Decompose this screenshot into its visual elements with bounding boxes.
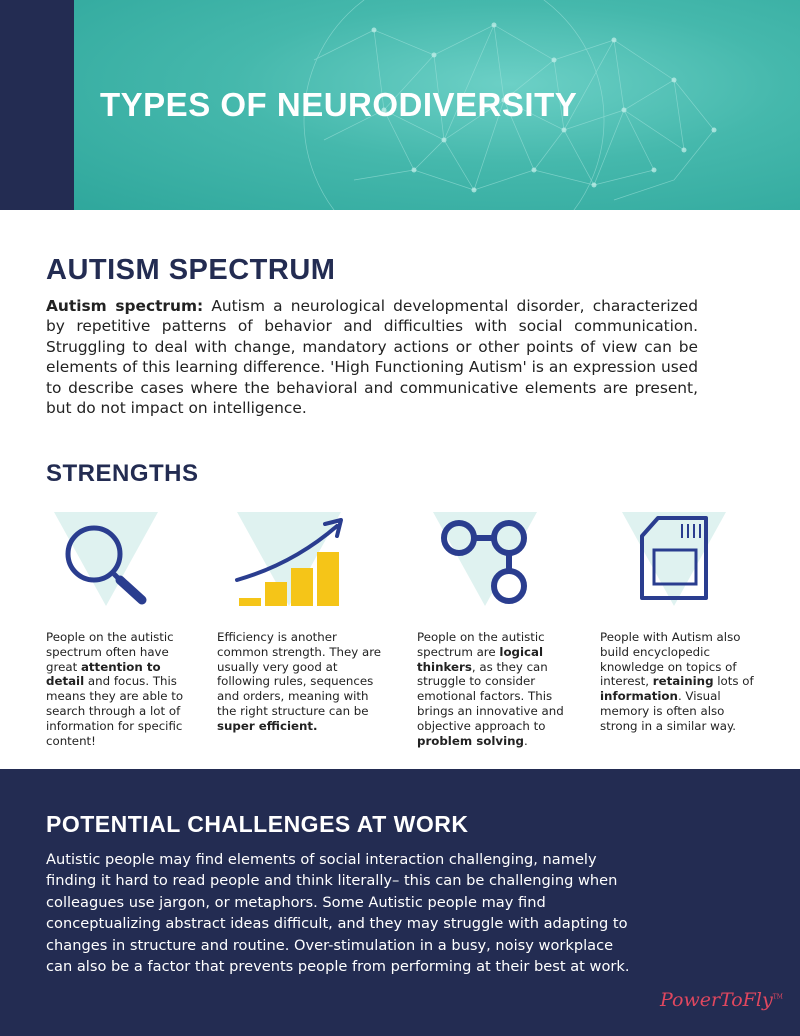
strength-text: People on the autistic spectrum often have great attention to detail and focus. This means they are able to search through a lot of information for specific content! (46, 630, 184, 748)
growth-chart-icon (233, 514, 353, 608)
memory-card-icon (636, 514, 716, 608)
strengths-title: STRENGTHS (46, 460, 199, 487)
autism-section-title: AUTISM SPECTRUM (46, 254, 336, 286)
challenges-section (0, 769, 800, 1036)
powertofly-logo: PowerToFly™ (660, 989, 783, 1011)
autism-description (46, 296, 698, 418)
strength-text: People with Autism also build encyclopedic knowledge on topics of interest, retaining lots of information. Visual memory is often also strong in a similar way. (600, 630, 754, 733)
page-title: TYPES OF NEURODIVERSITY (100, 86, 578, 123)
header-banner (0, 0, 800, 210)
autism-lead: Autism spectrum: (46, 297, 204, 315)
strength-text: People on the autistic spectrum are logical thinkers, as they can struggle to consider emotional factors. This brings an innovative and objective approach to problem solving. (417, 630, 564, 748)
header-side-bar (0, 0, 74, 210)
magnifying-glass-icon (58, 520, 158, 610)
challenges-description: Autistic people may find elements of social interaction challenging, namely finding it hard to read people and think literally– this can be challenging when colleagues use jargon, or metaphors. Some Autistic people may find conceptualizing abstract ideas difficult, and they may struggle with adapting to changes in structure and routine. Over-stimulation in a busy, noisy workplace can also be a factor that prevents people from performing at their best at work. (46, 851, 630, 976)
autism-body-text: Autism a neurological developmental disorder, characterized by repetitive patterns of behavior and difficulties with social communication. Struggling to deal with change, mandatory actions or other points of view can be elements of this learning difference. 'High Functioning Autism' is an expression used to describe cases where the behavioral and communicative elements are present, but do not impact on intelligence. (46, 297, 698, 418)
strength-text: Efficiency is another common strength. They are usually very good at following rules, sequences and orders, meaning with the right structure can be super efficient. (217, 630, 382, 733)
logic-circles-icon (439, 516, 539, 608)
challenges-title: POTENTIAL CHALLENGES AT WORK (46, 811, 469, 837)
